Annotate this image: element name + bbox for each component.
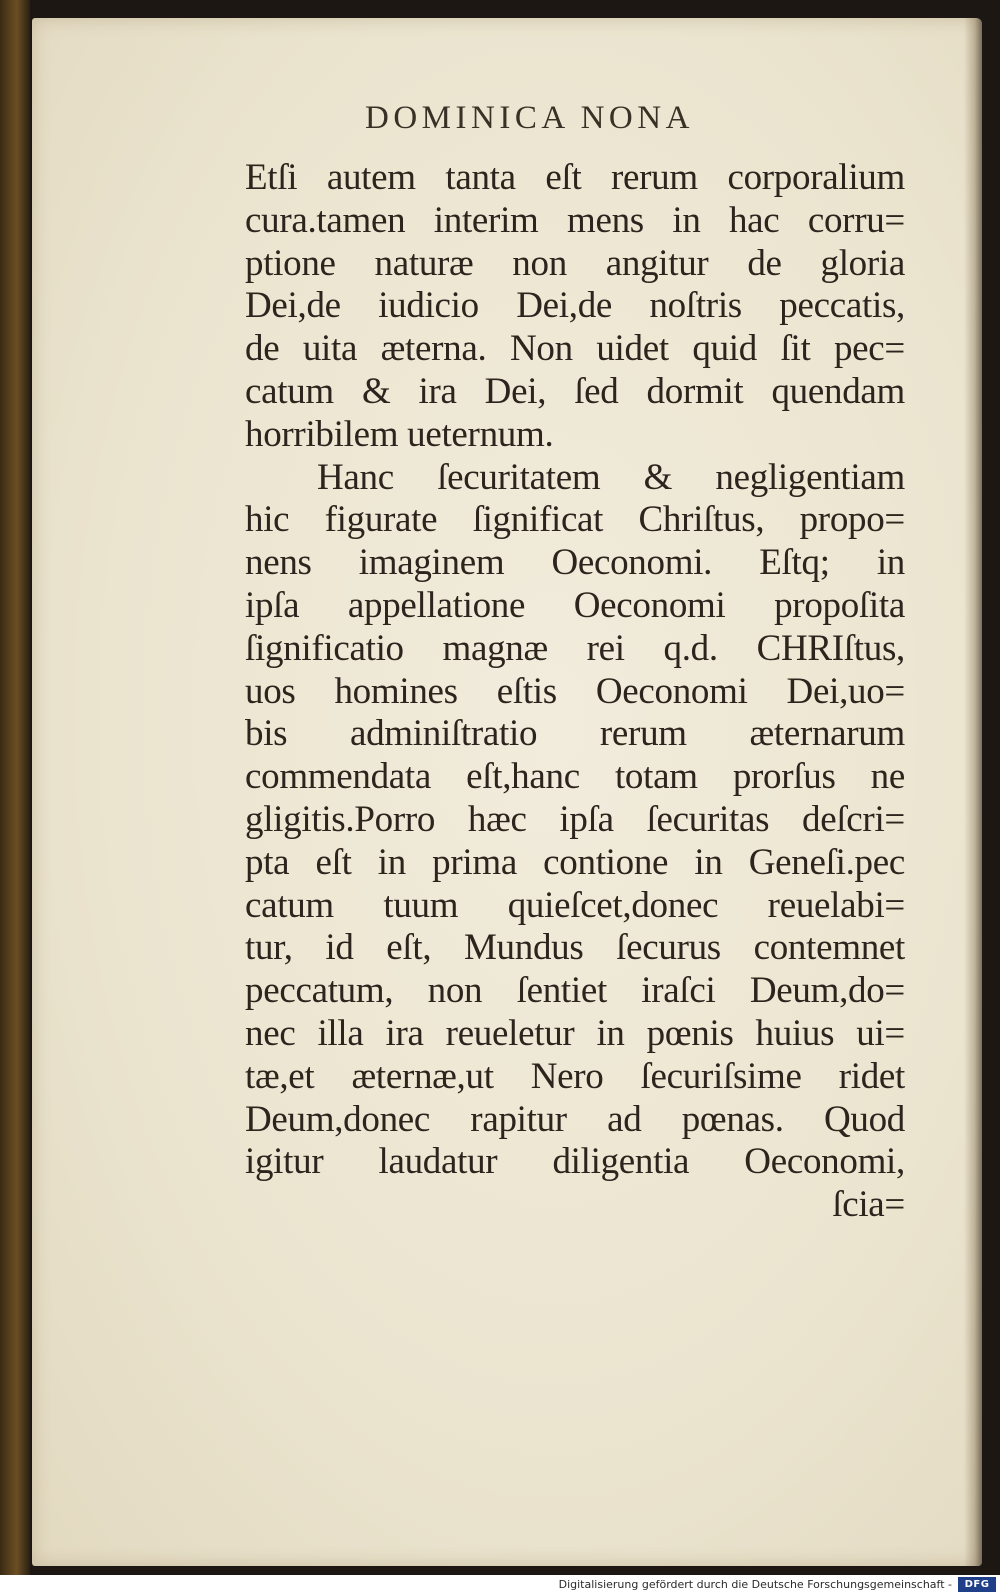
- body-text: [245, 157, 905, 1227]
- text-line: catum & ira Dei, ſed dormit quendam: [245, 370, 905, 412]
- text-line: tur, id eſt, Mundus ſecurus contemnet: [245, 927, 905, 969]
- text-line: Etſi autem tanta eſt rerum corporalium: [245, 157, 905, 198]
- text-line: ipſa appellatione Oeconomi propoſita: [245, 584, 905, 626]
- text-line: pta eſt in prima contione in Geneſi.pec: [245, 841, 905, 883]
- text-line: catum tuum quieſcet,donec reuelabi=: [245, 884, 905, 926]
- text-line: igitur laudatur diligentia Oeconomi,: [245, 1141, 905, 1183]
- catchword: ſcia=: [832, 1184, 905, 1226]
- text-line: ſignificatio magnæ rei q.d. CHRIſtus,: [245, 627, 905, 669]
- text-line: Hanc ſecuritatem & negligentiam: [317, 456, 905, 498]
- text-line: Dei,de iudicio Dei,de noſtris peccatis,: [245, 285, 905, 327]
- page-gutter-shadow: [964, 18, 982, 1566]
- text-line: de uita æterna. Non uidet quid ſit pec=: [245, 328, 905, 370]
- footer-credit: Digitalisierung gefördert durch die Deutsche Forschungsgemeinschaft -: [558, 1578, 952, 1591]
- text-line: Deum,donec rapitur ad pœnas. Quod: [245, 1098, 905, 1140]
- footer-bar: [0, 1575, 1000, 1596]
- text-line: bis adminiſtratio rerum æternarum: [245, 713, 905, 755]
- text-line: peccatum, non ſentiet iraſci Deum,do=: [245, 970, 905, 1012]
- text-line: uos homines eſtis Oeconomi Dei,uo=: [245, 670, 905, 712]
- running-head: DOMINICA NONA: [365, 100, 694, 136]
- text-line: horribilem ueternum.: [245, 413, 554, 455]
- text-line: ptione naturæ non angitur de gloria: [245, 242, 905, 284]
- text-line: nens imaginem Oeconomi. Eſtq; in: [245, 542, 905, 584]
- text-line: cura.tamen interim mens in hac corru=: [245, 199, 905, 241]
- text-line: hic figurate ſignificat Chriſtus, propo=: [245, 499, 905, 541]
- dfg-logo: DFG: [958, 1577, 996, 1592]
- text-line: commendata eſt,hanc totam prorſus ne: [245, 756, 905, 798]
- text-line: gligitis.Porro hæc ipſa ſecuritas deſcri=: [245, 798, 905, 840]
- text-line: tæ,et æternæ,ut Nero ſecuriſsime ridet: [245, 1055, 905, 1097]
- book-edge: [0, 0, 30, 1575]
- text-line: nec illa ira reueletur in pœnis huius ui=: [245, 1012, 905, 1054]
